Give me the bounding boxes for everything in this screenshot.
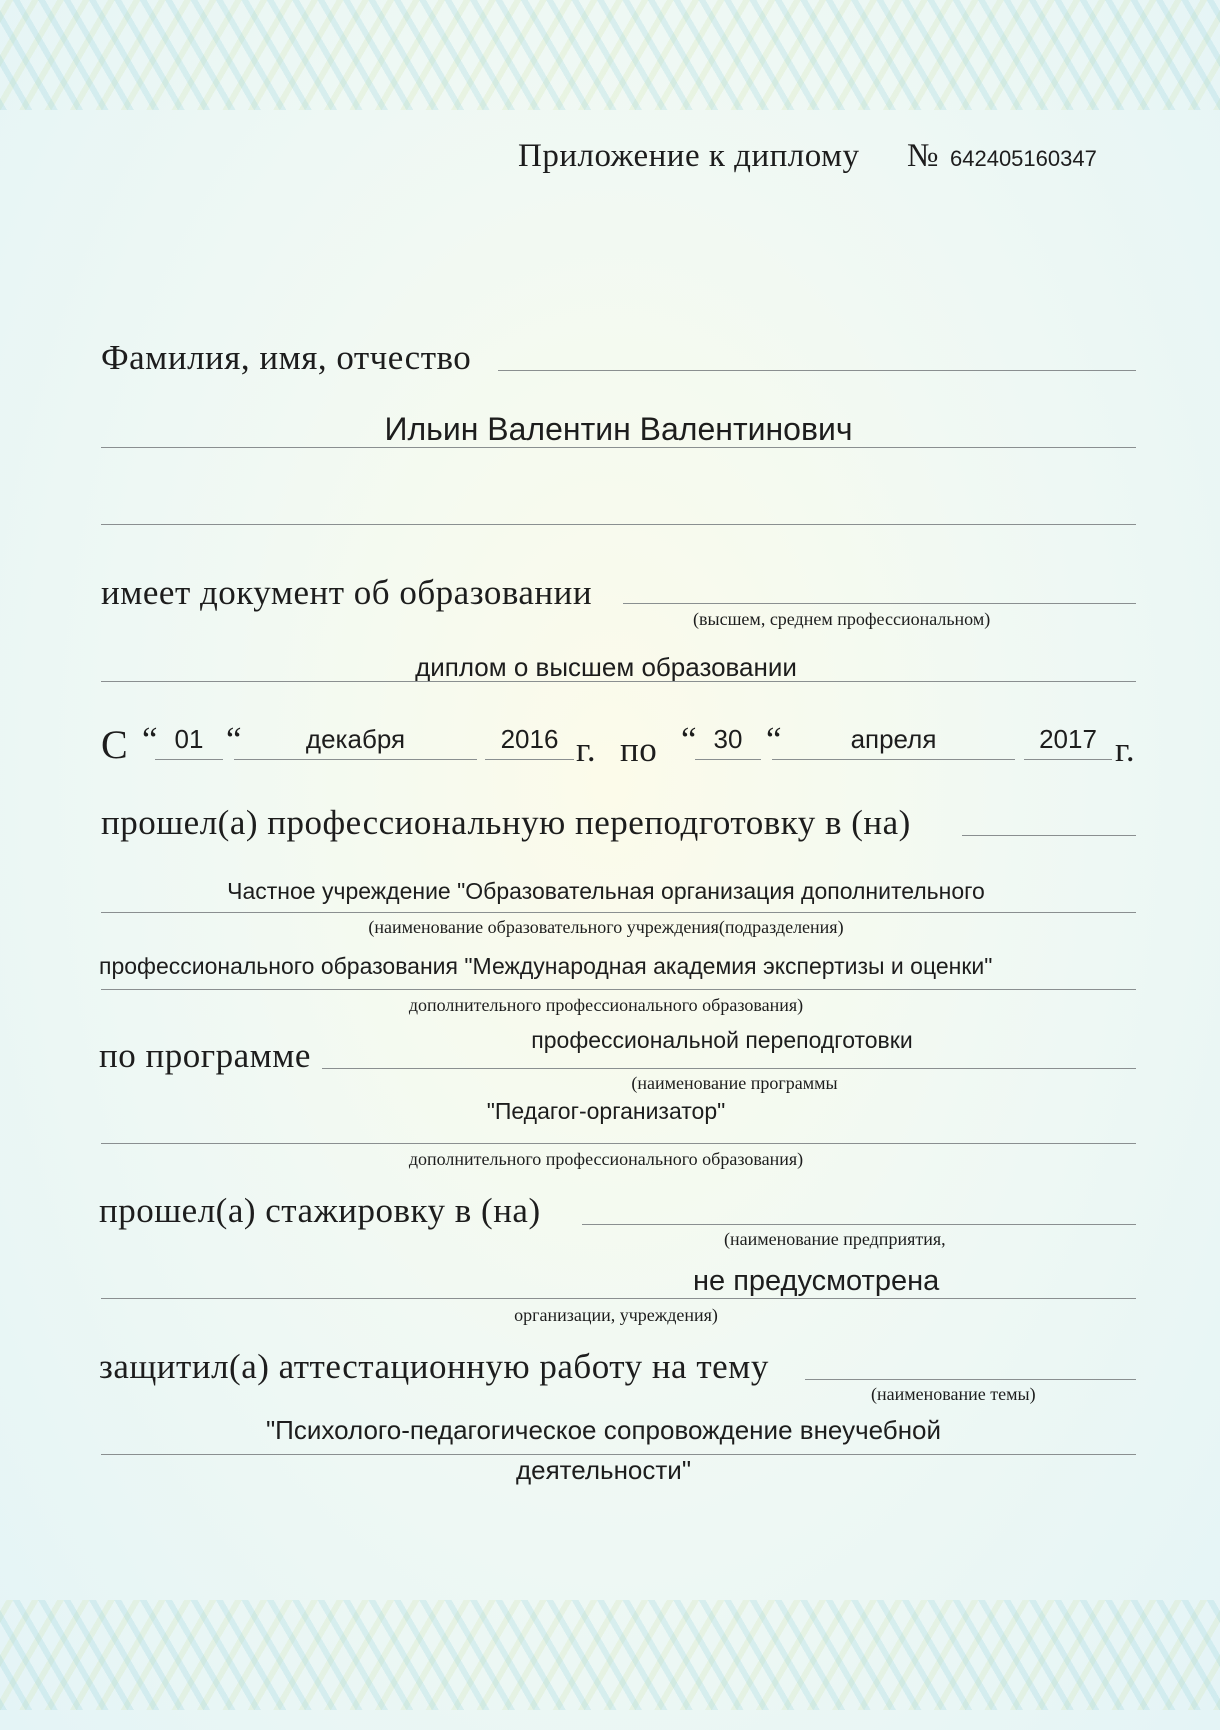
diploma-number: 642405160347: [950, 146, 1097, 171]
retraining-org-line2: профессионального образования "Международная академия экспертизы и оценки": [99, 953, 993, 979]
from-year-line: [485, 759, 574, 760]
program-label: по программе: [99, 1036, 311, 1075]
retraining-label: прошел(а) профессиональную переподготовку в (на): [101, 803, 911, 842]
from-year-suffix: г.: [576, 730, 597, 769]
open-quote: “: [142, 720, 159, 759]
education-value-line: [101, 681, 1136, 682]
internship-line: [582, 1224, 1136, 1225]
open-quote-2: “: [681, 720, 698, 759]
thesis-value-line2: деятельности": [515, 1455, 692, 1485]
fio-line-2: [101, 447, 1136, 448]
from-day: 01: [174, 724, 204, 754]
internship-caption1: (наименование предприятия,: [724, 1229, 946, 1249]
close-quote: “: [226, 720, 243, 759]
from-year: 2016: [500, 724, 559, 754]
period-from-prefix: С: [101, 722, 129, 767]
program-line-2: [101, 1143, 1136, 1144]
thesis-caption: (наименование темы): [871, 1384, 1036, 1404]
program-caption1: (наименование программы: [631, 1073, 838, 1093]
to-month-line: [772, 759, 1015, 760]
to-month: апреля: [850, 724, 937, 754]
education-label: имеет документ об образовании: [101, 573, 593, 612]
close-quote-2: “: [766, 720, 783, 759]
program-caption2: дополнительного профессионального образования): [408, 1149, 804, 1169]
to-day-line: [695, 759, 761, 760]
fio-line-3: [101, 524, 1136, 525]
fio-line: [498, 370, 1136, 371]
education-line: [623, 603, 1136, 604]
from-month-line: [234, 759, 477, 760]
to-day: 30: [713, 724, 743, 754]
thesis-line: [805, 1379, 1136, 1380]
thesis-value-line1: "Психолого-педагогическое сопровождение внеучебной: [265, 1415, 942, 1445]
retraining-caption2: дополнительного профессионального образования): [408, 995, 804, 1015]
education-caption: (высшем, среднем профессиональном): [693, 609, 991, 629]
internship-value: не предусмотрена: [693, 1265, 940, 1297]
education-value: диплом о высшем образовании: [415, 652, 797, 682]
retraining-org-line1: Частное учреждение "Образовательная организация дополнительного: [227, 878, 985, 904]
to-year-suffix: г.: [1115, 730, 1136, 769]
from-day-line: [155, 759, 223, 760]
period-to-prefix: по: [620, 730, 658, 769]
to-year-line: [1024, 759, 1112, 760]
program-value-line2: "Педагог-организатор": [486, 1098, 726, 1124]
to-year: 2017: [1039, 724, 1097, 754]
retraining-org-line2-rule: [101, 989, 1136, 990]
internship-line-2: [101, 1298, 1136, 1299]
fio-label: Фамилия, имя, отчество: [101, 338, 472, 377]
decorative-border-bottom: [0, 1600, 1220, 1710]
internship-caption2: организации, учреждения): [514, 1305, 718, 1325]
retraining-org-line1-rule: [101, 912, 1136, 913]
from-month: декабря: [305, 724, 406, 754]
retraining-caption1: (наименование образовательного учреждения(подразделения): [368, 917, 844, 937]
internship-label: прошел(а) стажировку в (на): [99, 1191, 541, 1230]
decorative-border-top: [0, 0, 1220, 110]
program-line: [322, 1068, 1136, 1069]
header-title: Приложение к диплому: [518, 138, 860, 174]
fio-value: Ильин Валентин Валентинович: [384, 411, 853, 447]
retraining-line: [962, 835, 1136, 836]
number-sign: №: [907, 138, 939, 174]
program-value-line1: профессиональной переподготовки: [531, 1027, 913, 1053]
thesis-label: защитил(а) аттестационную работу на тему: [99, 1347, 769, 1386]
